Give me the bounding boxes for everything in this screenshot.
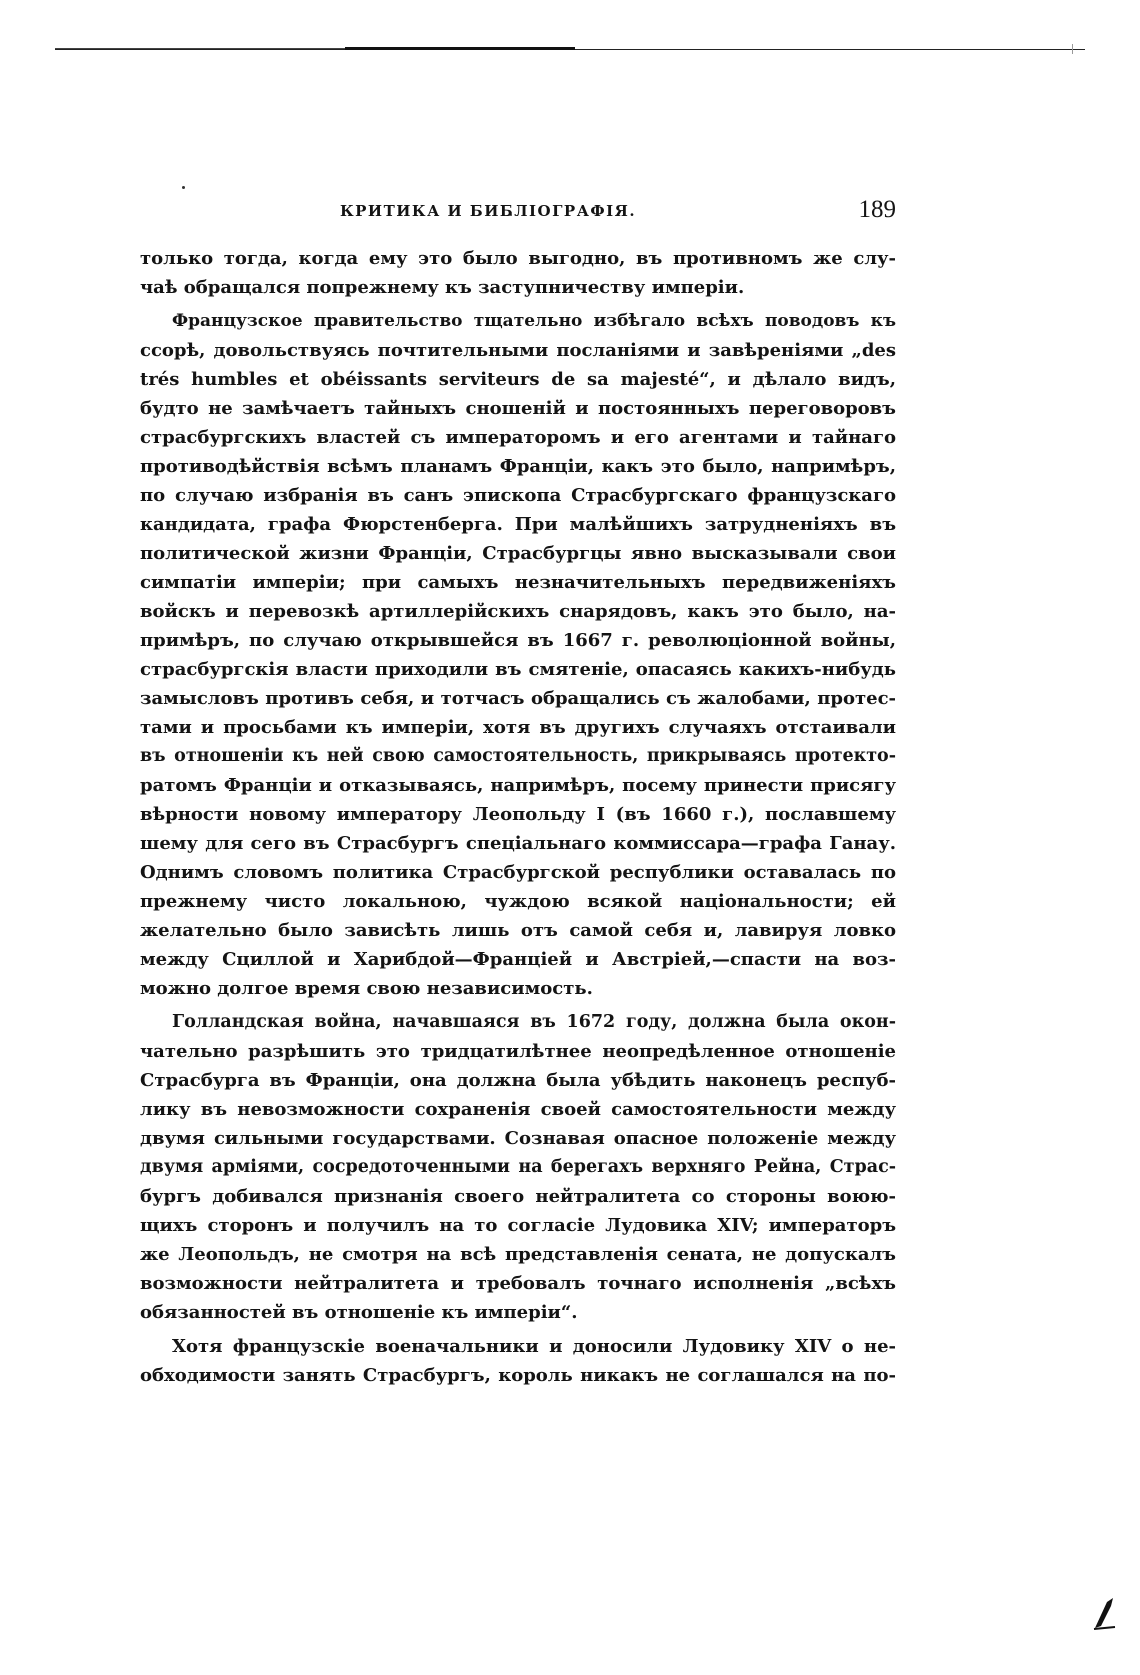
text-line: Голландская война, начавшаяся въ 1672 году, должна была окон- xyxy=(172,1012,896,1032)
text-line: страсбургскія власти приходили въ смятеніе, опасаясь какихъ-нибудь xyxy=(140,659,896,680)
page-number: 189 xyxy=(858,196,896,223)
text-line: чательно разрѣшить это тридцатилѣтнее неопредѣленное отношеніе xyxy=(140,1041,896,1062)
text-line: по случаю избранія въ санъ эпископа Страсбургскаго французскаго xyxy=(140,485,896,506)
paragraph-4 xyxy=(140,1332,896,1390)
text-line: желательно было зависѣть лишь отъ самой себя и, лавируя ловко xyxy=(140,920,896,941)
text-line: Страсбурга въ Франціи, она должна была убѣдить наконецъ респуб- xyxy=(140,1070,896,1091)
top-rule-thick-segment xyxy=(345,47,575,50)
text-line: щихъ сторонъ и получилъ на то согласіе Лудовика XIV; императоръ xyxy=(140,1215,896,1236)
text-line: возможности нейтралитета и требовалъ точнаго исполненія „всѣхъ xyxy=(140,1273,896,1294)
text-line: Французское правительство тщательно избѣгало всѣхъ поводовъ къ xyxy=(172,311,896,331)
text-line: вѣрности новому императору Леопольду I (въ 1660 г.), пославшему xyxy=(140,804,896,825)
paragraph-2 xyxy=(140,307,896,1003)
text-line: только тогда, когда ему это было выгодно, въ противномъ же слу- xyxy=(140,248,896,269)
text-line: кандидата, графа Фюрстенберга. При малѣйшихъ затрудненіяхъ въ xyxy=(140,514,896,535)
text-line: страсбургскихъ властей съ императоромъ и его агентами и тайнаго xyxy=(140,427,896,448)
paragraph-1 xyxy=(140,244,896,302)
text-line: Хотя французскіе военачальники и доносили Лудовику XIV о не- xyxy=(172,1336,896,1357)
text-line: бургъ добивался признанія своего нейтралитета со стороны воюю- xyxy=(140,1186,896,1207)
text-line: trés humbles et obéissants serviteurs de sa majesté“, и дѣлало видъ, xyxy=(140,369,896,390)
paragraph-3 xyxy=(140,1008,896,1327)
text-line: двумя сильными государствами. Сознавая опасное положеніе между xyxy=(140,1128,896,1149)
text-line: шему для сего въ Страсбургъ спеціальнаго коммиссара—графа Ганау. xyxy=(140,833,896,854)
text-line: ратомъ Франціи и отказываясь, напримѣръ, посему принести присягу xyxy=(140,775,896,796)
text-line: войскъ и перевозкѣ артиллерійскихъ снарядовъ, какъ это было, на- xyxy=(140,601,896,622)
text-line: двумя арміями, сосредоточенными на берегахъ верхняго Рейна, Страс- xyxy=(140,1157,896,1177)
text-line: ссорѣ, довольствуясь почтительными посланіями и завѣреніями „des xyxy=(140,340,896,361)
text-line: политической жизни Франціи, Страсбургцы явно высказывали свои xyxy=(140,543,896,564)
text-line: обходимости занять Страсбургъ, король никакъ не соглашался на по- xyxy=(140,1365,896,1386)
running-title: КРИТИКА И БИБЛІОГРАФІЯ. xyxy=(340,202,637,220)
pen-mark-icon xyxy=(1093,1596,1117,1630)
edge-mark xyxy=(1072,44,1073,54)
text-line: же Леопольдъ, не смотря на всѣ представленія сената, не допускалъ xyxy=(140,1244,896,1265)
text-line: въ отношеніи къ ней свою самостоятельность, прикрываясь протекто- xyxy=(140,746,896,766)
text-line: прежнему чисто локальною, чуждою всякой національности; ей xyxy=(140,891,896,912)
text-line: тами и просьбами къ имперіи, хотя въ другихъ случаяхъ отстаивали xyxy=(140,717,896,738)
text-line: примѣръ, по случаю открывшейся въ 1667 г. революціонной войны, xyxy=(140,630,896,651)
text-line: чаѣ обращался попрежнему къ заступничеству имперіи. xyxy=(140,277,745,298)
text-line: противодѣйствія всѣмъ планамъ Франціи, какъ это было, напримѣръ, xyxy=(140,456,896,477)
body-text xyxy=(140,244,896,1395)
text-line: Однимъ словомъ политика Страсбургской республики оставалась по xyxy=(140,862,896,883)
text-line: замысловъ противъ себя, и тотчасъ обращались съ жалобами, протес- xyxy=(140,688,896,709)
text-line: между Сциллой и Харибдой—Франціей и Австріей,—спасти на воз- xyxy=(140,949,896,970)
text-line: можно долгое время свою независимость. xyxy=(140,978,593,999)
text-line: будто не замѣчаетъ тайныхъ сношеній и постоянныхъ переговоровъ xyxy=(140,398,896,419)
top-rule xyxy=(55,44,1085,54)
text-line: обязанностей въ отношеніе къ имперіи“. xyxy=(140,1302,578,1323)
text-line: симпатіи имперіи; при самыхъ незначительныхъ передвиженіяхъ xyxy=(140,572,896,593)
running-head xyxy=(140,196,896,226)
text-line: лику въ невозможности сохраненія своей самостоятельности между xyxy=(140,1099,896,1120)
speck xyxy=(182,186,185,189)
